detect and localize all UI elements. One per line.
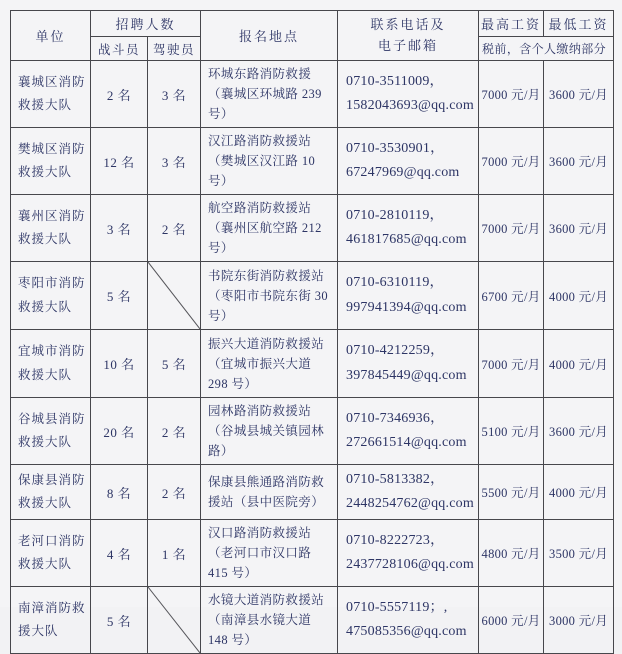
max-salary-cell: 5500 元/月 bbox=[479, 465, 544, 520]
unit-cell: 宜城市消防救援大队 bbox=[11, 330, 91, 398]
driver-count-na bbox=[148, 587, 201, 654]
combatant-count: 5 名 bbox=[91, 587, 148, 654]
min-salary-cell: 3600 元/月 bbox=[544, 61, 614, 128]
contact-cell bbox=[338, 262, 479, 330]
phone: 0710-7346936， bbox=[346, 410, 445, 426]
min-salary-cell: 4000 元/月 bbox=[544, 465, 614, 520]
min-salary-cell: 3600 元/月 bbox=[544, 195, 614, 262]
combatant-count: 12 名 bbox=[91, 128, 148, 195]
header-unit: 单位 bbox=[11, 11, 91, 61]
location-cell: 振兴大道消防救援站（宜城市振兴大道 298 号） bbox=[201, 330, 338, 398]
email: 2448254762@qq.com bbox=[346, 496, 474, 511]
min-salary-cell: 3000 元/月 bbox=[544, 587, 614, 654]
location-cell: 航空路消防救援站（襄州区航空路 212 号） bbox=[201, 195, 338, 262]
unit-cell: 襄州区消防救援大队 bbox=[11, 195, 91, 262]
min-salary-cell: 4000 元/月 bbox=[544, 330, 614, 398]
email: 1582043693@qq.com bbox=[346, 98, 474, 113]
header-min-salary: 最低工资 bbox=[544, 11, 614, 37]
driver-count: 1 名 bbox=[148, 520, 201, 587]
location-cell: 书院东街消防救援站（枣阳市书院东街 30 号） bbox=[201, 262, 338, 330]
contact-cell bbox=[338, 398, 479, 465]
location-cell: 水镜大道消防救援站（南漳县水镜大道 148 号） bbox=[201, 587, 338, 654]
table-row bbox=[11, 262, 614, 330]
header-contact-line2: 电子邮箱 bbox=[378, 37, 439, 53]
combatant-count: 4 名 bbox=[91, 520, 148, 587]
phone: 0710-3511009， bbox=[346, 73, 444, 89]
header-contact-line1: 联系电话及 bbox=[370, 17, 446, 33]
unit-cell: 樊城区消防救援大队 bbox=[11, 128, 91, 195]
contact-cell bbox=[338, 465, 479, 520]
min-salary-cell: 3600 元/月 bbox=[544, 398, 614, 465]
min-salary-cell: 3500 元/月 bbox=[544, 520, 614, 587]
header-driver: 驾驶员 bbox=[148, 37, 201, 61]
contact-cell bbox=[338, 330, 479, 398]
email: 997941394@qq.com bbox=[346, 299, 467, 315]
contact-cell bbox=[338, 520, 479, 587]
email: 2437728106@qq.com bbox=[346, 557, 474, 572]
combatant-count: 8 名 bbox=[91, 465, 148, 520]
email: 397845449@qq.com bbox=[346, 367, 467, 383]
max-salary-cell: 7000 元/月 bbox=[479, 61, 544, 128]
recruitment-table bbox=[10, 10, 614, 654]
combatant-count: 20 名 bbox=[91, 398, 148, 465]
header-location: 报名地点 bbox=[201, 11, 338, 61]
table-row bbox=[11, 195, 614, 262]
phone: 0710-5557119；, bbox=[346, 599, 448, 615]
phone: 0710-4212259， bbox=[346, 343, 445, 358]
location-cell: 汉江路消防救援站（樊城区汉江路 10 号） bbox=[201, 128, 338, 195]
driver-count: 3 名 bbox=[148, 61, 201, 128]
unit-cell: 保康县消防救援大队 bbox=[11, 465, 91, 520]
header-contact bbox=[338, 11, 479, 61]
max-salary-cell: 6700 元/月 bbox=[479, 262, 544, 330]
contact-cell bbox=[338, 61, 479, 128]
max-salary-cell: 6000 元/月 bbox=[479, 587, 544, 654]
table-row bbox=[11, 398, 614, 465]
table-row bbox=[11, 330, 614, 398]
unit-cell: 枣阳市消防救援大队 bbox=[11, 262, 91, 330]
phone: 0710-2810119， bbox=[346, 207, 444, 223]
unit-cell: 谷城县消防救援大队 bbox=[11, 398, 91, 465]
header-max-salary: 最高工资 bbox=[479, 11, 544, 37]
max-salary-cell: 7000 元/月 bbox=[479, 195, 544, 262]
min-salary-cell: 3600 元/月 bbox=[544, 128, 614, 195]
phone: 0710-6310119， bbox=[346, 275, 444, 290]
unit-cell: 老河口消防救援大队 bbox=[11, 520, 91, 587]
location-cell: 保康县熊通路消防救援站（县中医院旁） bbox=[201, 465, 338, 520]
table-row bbox=[11, 465, 614, 520]
phone: 0710-3530901， bbox=[346, 140, 445, 156]
diagonal-slash bbox=[148, 587, 200, 653]
email: 461817685@qq.com bbox=[346, 232, 467, 247]
phone: 0710-8222723， bbox=[346, 532, 445, 548]
contact-cell bbox=[338, 587, 479, 654]
contact-cell bbox=[338, 128, 479, 195]
location-cell: 汉口路消防救援站（老河口市汉口路 415 号） bbox=[201, 520, 338, 587]
email: 67247969@qq.com bbox=[346, 165, 460, 180]
header-row-1 bbox=[11, 11, 614, 37]
table-row bbox=[11, 61, 614, 128]
header-salary-note: 税前，含个人缴纳部分 bbox=[479, 37, 614, 61]
email: 272661514@qq.com bbox=[346, 435, 467, 450]
location-cell: 环城东路消防救援（襄城区环城路 239 号） bbox=[201, 61, 338, 128]
max-salary-cell: 7000 元/月 bbox=[479, 128, 544, 195]
driver-count: 2 名 bbox=[148, 398, 201, 465]
combatant-count: 5 名 bbox=[91, 262, 148, 330]
header-combatant: 战斗员 bbox=[91, 37, 148, 61]
max-salary-cell: 4800 元/月 bbox=[479, 520, 544, 587]
driver-count: 3 名 bbox=[148, 128, 201, 195]
driver-count: 5 名 bbox=[148, 330, 201, 398]
unit-cell: 襄城区消防救援大队 bbox=[11, 61, 91, 128]
driver-count: 2 名 bbox=[148, 195, 201, 262]
combatant-count: 10 名 bbox=[91, 330, 148, 398]
driver-count: 2 名 bbox=[148, 465, 201, 520]
diagonal-slash bbox=[148, 262, 200, 329]
contact-cell bbox=[338, 195, 479, 262]
email: 475085356@qq.com bbox=[346, 624, 467, 639]
table-row bbox=[11, 520, 614, 587]
max-salary-cell: 7000 元/月 bbox=[479, 330, 544, 398]
min-salary-cell: 4000 元/月 bbox=[544, 262, 614, 330]
header-recruit-count: 招聘人数 bbox=[91, 11, 201, 37]
table-row bbox=[11, 128, 614, 195]
combatant-count: 2 名 bbox=[91, 61, 148, 128]
location-cell: 园林路消防救援站（谷城县城关镇园林路） bbox=[201, 398, 338, 465]
driver-count-na bbox=[148, 262, 201, 330]
max-salary-cell: 5100 元/月 bbox=[479, 398, 544, 465]
phone: 0710-5813382， bbox=[346, 471, 445, 487]
combatant-count: 3 名 bbox=[91, 195, 148, 262]
unit-cell: 南漳消防救援大队 bbox=[11, 587, 91, 654]
table-row bbox=[11, 587, 614, 654]
